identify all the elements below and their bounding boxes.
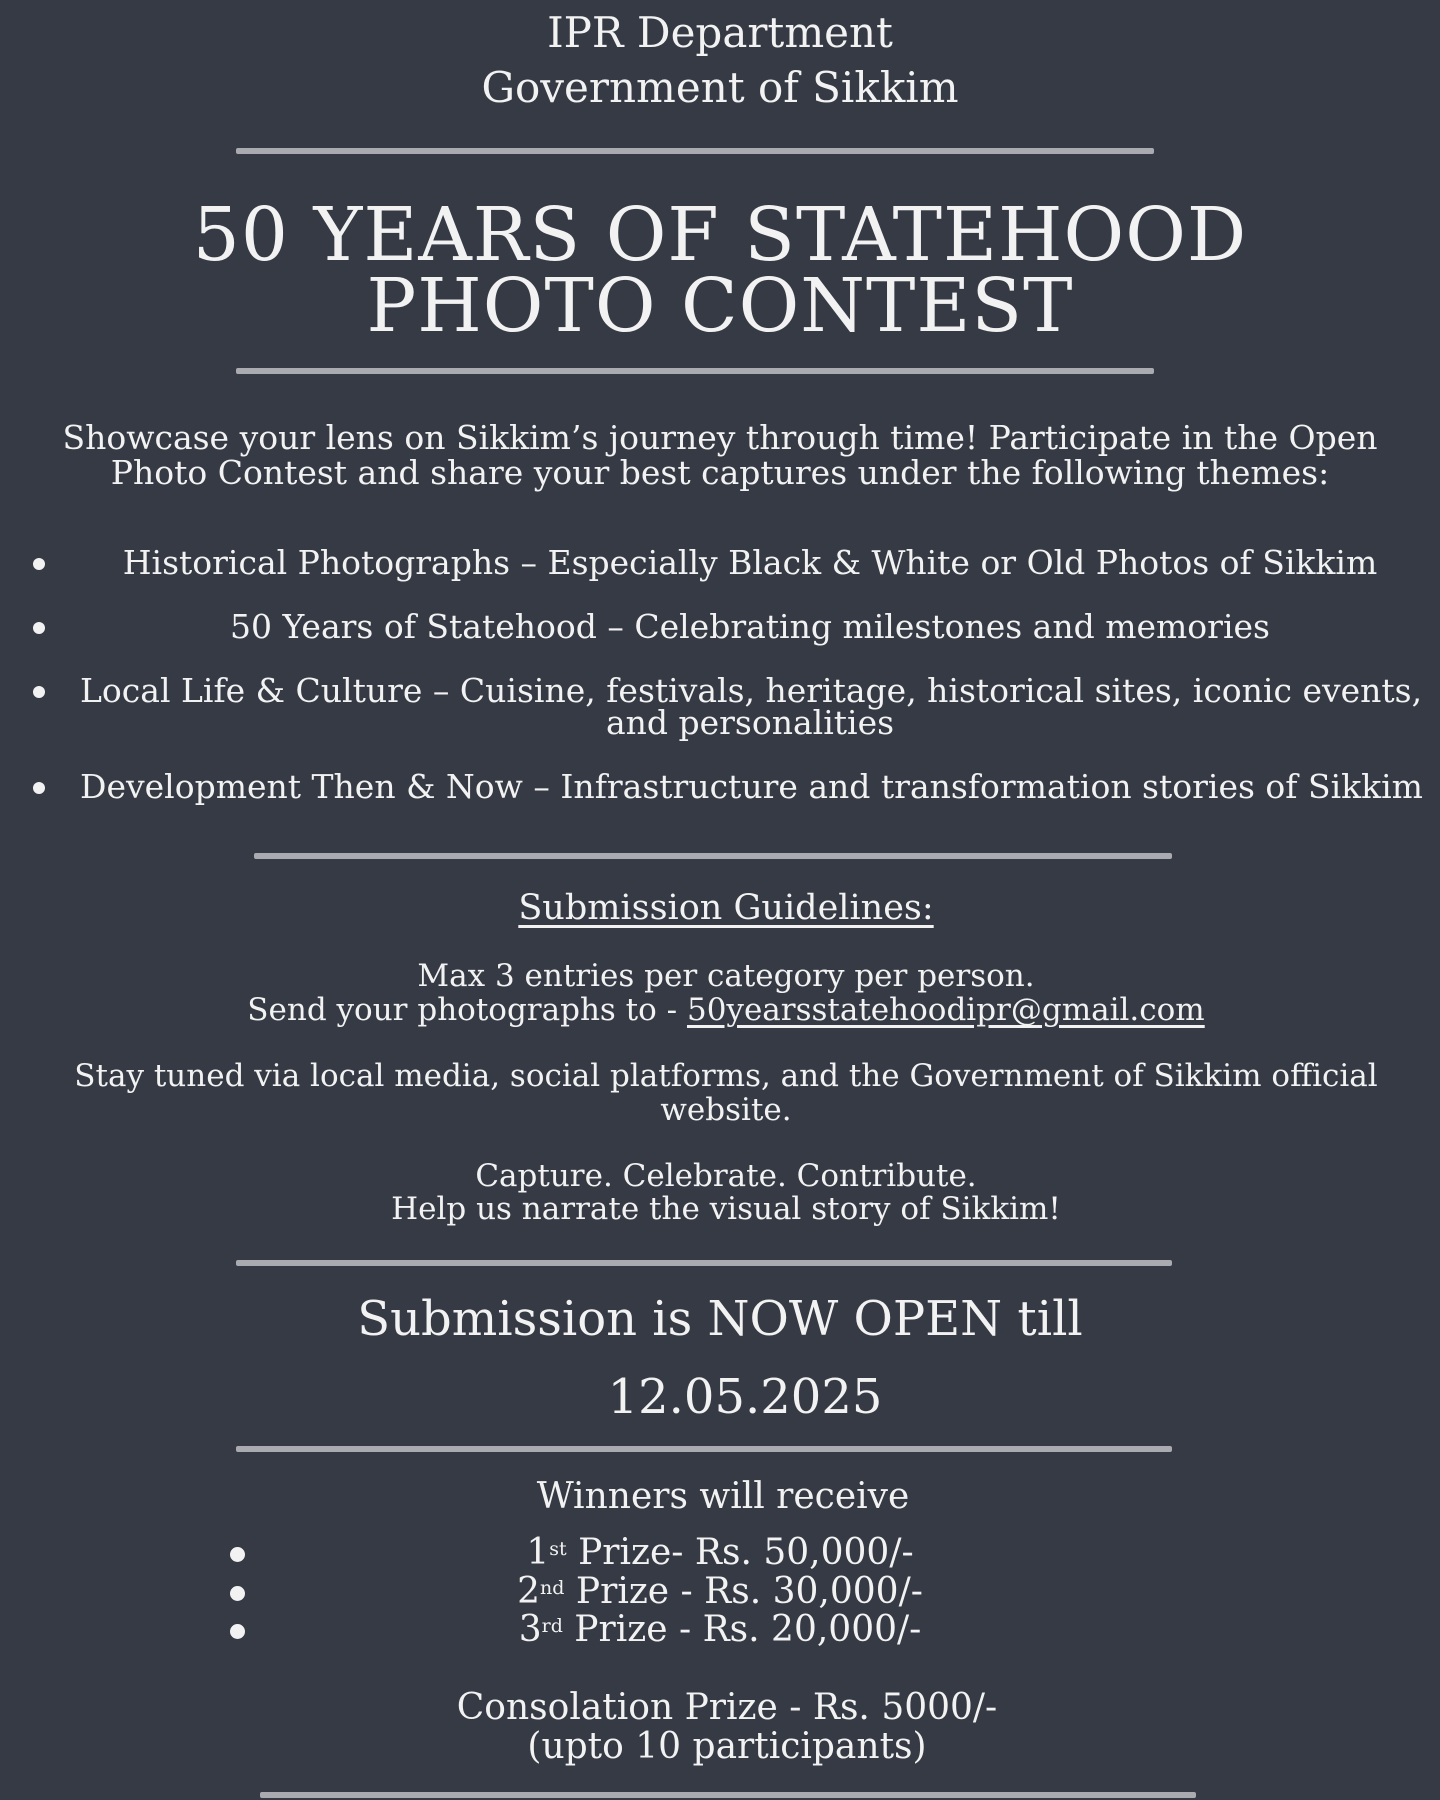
theme-item-continuation: and personalities xyxy=(605,703,895,742)
submission-open-line: Submission is NOW OPEN till xyxy=(357,1291,1083,1347)
tagline: Capture. Celebrate. Contribute. xyxy=(475,1158,977,1194)
consolation-note: (upto 10 participants) xyxy=(527,1726,927,1767)
intro-line2: Photo Contest and share your best captures under the following themes: xyxy=(110,453,1330,492)
divider-rule xyxy=(236,368,1154,374)
contest-title-line1: 50 YEARS OF STATEHOOD xyxy=(192,192,1248,278)
theme-item: Historical Photographs – Especially Black & White or Old Photos of Sikkim xyxy=(122,543,1378,582)
bullet-dot xyxy=(33,558,45,570)
department-name: IPR Department xyxy=(547,8,893,57)
bullet-dot xyxy=(33,782,45,794)
bullet-dot xyxy=(33,622,45,634)
prize-text: Prize- Rs. 50,000/- xyxy=(566,1532,914,1573)
divider-rule xyxy=(236,1446,1172,1452)
prize-text: Prize - Rs. 30,000/- xyxy=(564,1571,923,1612)
submission-address-label: Send your photographs to - xyxy=(247,992,687,1028)
stay-tuned-line2: website. xyxy=(660,1092,792,1128)
entries-limit: Max 3 entries per category per person. xyxy=(417,958,1035,994)
government-name: Government of Sikkim xyxy=(481,63,959,112)
divider-rule xyxy=(236,1260,1172,1266)
intro-line1: Showcase your lens on Sikkim’s journey through time! Participate in the Open xyxy=(62,418,1378,457)
deadline-date: 12.05.2025 xyxy=(607,1369,883,1425)
prize-item xyxy=(0,1611,1440,1649)
email-link[interactable]: 50yearsstatehoodipr@gmail.com xyxy=(686,992,1205,1028)
prize-ordinal: 3 xyxy=(518,1609,542,1650)
prize-text: Prize - Rs. 20,000/- xyxy=(562,1609,922,1650)
prize-ordinal-suffix: nd xyxy=(540,1577,565,1599)
theme-item: Development Then & Now – Infrastructure and transformation stories of Sikkim xyxy=(80,767,1423,806)
divider-rule xyxy=(260,1792,1196,1798)
guidelines-heading: Submission Guidelines: xyxy=(518,888,934,928)
prize-ordinal-suffix: rd xyxy=(541,1615,563,1637)
theme-item: Local Life & Culture – Cuisine, festivals, heritage, historical sites, iconic events, xyxy=(80,671,1423,710)
narrate-line: Help us narrate the visual story of Sikkim! xyxy=(391,1191,1061,1227)
prize-item xyxy=(0,1573,1440,1611)
stay-tuned-line1: Stay tuned via local media, social platforms, and the Government of Sikkim official xyxy=(74,1058,1378,1094)
theme-item: 50 Years of Statehood – Celebrating milestones and memories xyxy=(230,607,1270,646)
prize-ordinal: 2 xyxy=(517,1571,541,1612)
consolation-prize: Consolation Prize - Rs. 5000/- xyxy=(456,1687,998,1728)
divider-rule xyxy=(236,148,1154,154)
prize-ordinal: 1 xyxy=(526,1532,550,1573)
winners-heading: Winners will receive xyxy=(536,1476,910,1517)
divider-rule xyxy=(254,853,1172,859)
contest-title-line2: PHOTO CONTEST xyxy=(366,263,1074,349)
bullet-dot xyxy=(33,686,45,698)
prize-item xyxy=(0,1534,1440,1572)
prize-ordinal-suffix: st xyxy=(549,1538,567,1560)
submission-address-line xyxy=(0,993,1440,1027)
